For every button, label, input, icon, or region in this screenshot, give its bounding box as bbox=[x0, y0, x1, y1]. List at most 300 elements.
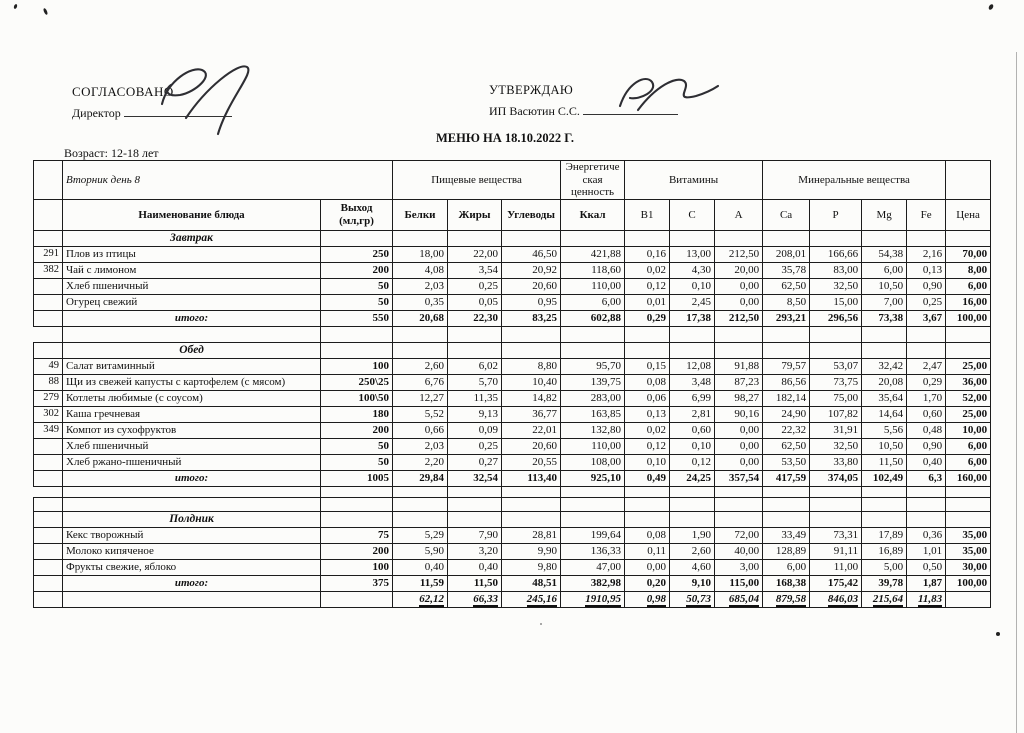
value-cell: 296,56 bbox=[810, 311, 862, 327]
scan-speck bbox=[988, 3, 994, 10]
value-cell: 47,00 bbox=[561, 560, 625, 576]
empty-cell bbox=[946, 161, 991, 200]
value-cell: 7,00 bbox=[862, 295, 907, 311]
dish-name-cell: Котлеты любимые (с соусом) bbox=[63, 391, 321, 407]
col-p: P bbox=[810, 200, 862, 231]
menu-title: МЕНЮ НА 18.10.2022 Г. bbox=[436, 131, 574, 145]
value-cell: 20,68 bbox=[393, 311, 448, 327]
value-cell: 110,00 bbox=[561, 279, 625, 295]
empty-cell bbox=[946, 231, 991, 247]
empty-cell bbox=[625, 327, 670, 343]
value-cell: 62,50 bbox=[763, 279, 810, 295]
value-cell: 0,15 bbox=[625, 359, 670, 375]
value-cell: 0,20 bbox=[625, 576, 670, 592]
dish-name-cell: Компот из сухофруктов bbox=[63, 423, 321, 439]
value-cell: 0,02 bbox=[625, 423, 670, 439]
value-cell: 0,11 bbox=[625, 544, 670, 560]
empty-cell bbox=[502, 327, 561, 343]
value-cell: 33,80 bbox=[810, 455, 862, 471]
value-cell: 160,00 bbox=[946, 471, 991, 487]
section-total-row bbox=[34, 576, 991, 592]
row-number-cell bbox=[34, 455, 63, 471]
value-cell: 136,33 bbox=[561, 544, 625, 560]
value-cell: 0,06 bbox=[625, 391, 670, 407]
value-cell: 382,98 bbox=[561, 576, 625, 592]
empty-cell bbox=[810, 327, 862, 343]
value-cell: 100 bbox=[321, 359, 393, 375]
empty-cell bbox=[393, 512, 448, 528]
value-cell: 98,27 bbox=[715, 391, 763, 407]
empty-cell bbox=[862, 487, 907, 498]
value-cell: 0,60 bbox=[907, 407, 946, 423]
value-cell: 0,09 bbox=[448, 423, 502, 439]
row-number-cell bbox=[34, 231, 63, 247]
empty-cell bbox=[810, 498, 862, 512]
value-cell: 40,00 bbox=[715, 544, 763, 560]
value-cell: 0,40 bbox=[448, 560, 502, 576]
value-cell: 20,55 bbox=[502, 455, 561, 471]
value-cell: 100,00 bbox=[946, 576, 991, 592]
empty-cell bbox=[862, 498, 907, 512]
col-fat: Жиры bbox=[448, 200, 502, 231]
dish-row bbox=[34, 560, 991, 576]
empty-cell bbox=[946, 343, 991, 359]
dish-row bbox=[34, 423, 991, 439]
value-cell: 168,38 bbox=[763, 576, 810, 592]
value-cell: 25,00 bbox=[946, 359, 991, 375]
value-cell: 128,89 bbox=[763, 544, 810, 560]
dish-row bbox=[34, 439, 991, 455]
director-signature bbox=[152, 60, 282, 143]
empty-cell bbox=[502, 343, 561, 359]
scan-edge-line bbox=[1016, 52, 1017, 733]
value-cell: 132,80 bbox=[561, 423, 625, 439]
col-mg: Mg bbox=[862, 200, 907, 231]
value-cell: 79,57 bbox=[763, 359, 810, 375]
value-cell: 6,00 bbox=[946, 439, 991, 455]
value-cell: 2,45 bbox=[670, 295, 715, 311]
col-dish: Наименование блюда bbox=[63, 200, 321, 231]
value-cell: 0,90 bbox=[907, 439, 946, 455]
value-cell: 6,76 bbox=[393, 375, 448, 391]
value-cell: 0,16 bbox=[625, 247, 670, 263]
value-cell: 0,25 bbox=[448, 439, 502, 455]
empty-cell bbox=[625, 231, 670, 247]
value-cell: 0,35 bbox=[393, 295, 448, 311]
value-cell: 20,08 bbox=[862, 375, 907, 391]
dish-row bbox=[34, 528, 991, 544]
value-cell: 0,10 bbox=[670, 439, 715, 455]
empty-cell bbox=[907, 487, 946, 498]
value-cell: 22,32 bbox=[763, 423, 810, 439]
dish-row bbox=[34, 455, 991, 471]
total-label: итого: bbox=[63, 576, 321, 592]
column-header-row bbox=[34, 200, 991, 231]
dish-name-cell: Хлеб пшеничный bbox=[63, 279, 321, 295]
value-cell: 0,66 bbox=[393, 423, 448, 439]
value-cell: 0,27 bbox=[448, 455, 502, 471]
value-cell: 11,59 bbox=[393, 576, 448, 592]
empty-cell bbox=[763, 487, 810, 498]
value-cell: 54,38 bbox=[862, 247, 907, 263]
value-cell: 8,80 bbox=[502, 359, 561, 375]
empty-cell bbox=[810, 487, 862, 498]
value-cell: 100,00 bbox=[946, 311, 991, 327]
empty-cell bbox=[715, 512, 763, 528]
value-cell: 166,66 bbox=[810, 247, 862, 263]
empty-cell bbox=[448, 231, 502, 247]
dish-name-cell: Щи из свежей капусты с картофелем (с мясом) bbox=[63, 375, 321, 391]
value-cell: 0,90 bbox=[907, 279, 946, 295]
scan-speck bbox=[43, 8, 49, 16]
empty-cell bbox=[946, 487, 991, 498]
value-cell: 90,16 bbox=[715, 407, 763, 423]
value-cell: 11,50 bbox=[448, 576, 502, 592]
empty-cell bbox=[321, 512, 393, 528]
empty-cell bbox=[63, 498, 321, 512]
group-header-row bbox=[34, 161, 991, 200]
value-cell: 421,88 bbox=[561, 247, 625, 263]
value-cell: 73,31 bbox=[810, 528, 862, 544]
section-total-row bbox=[34, 311, 991, 327]
section-name: Полдник bbox=[63, 512, 321, 528]
value-cell: 22,30 bbox=[448, 311, 502, 327]
menu-table-body bbox=[34, 161, 991, 608]
group-nutrients: Пищевые вещества bbox=[393, 161, 561, 200]
value-cell: 10,40 bbox=[502, 375, 561, 391]
empty-cell bbox=[625, 498, 670, 512]
value-cell: 2,60 bbox=[393, 359, 448, 375]
empty-cell bbox=[862, 231, 907, 247]
row-number-cell bbox=[34, 512, 63, 528]
value-cell: 35,00 bbox=[946, 528, 991, 544]
value-cell: 208,01 bbox=[763, 247, 810, 263]
value-cell: 50 bbox=[321, 295, 393, 311]
empty-cell bbox=[907, 498, 946, 512]
value-cell: 5,00 bbox=[862, 560, 907, 576]
value-cell: 2,03 bbox=[393, 439, 448, 455]
value-cell: 22,00 bbox=[448, 247, 502, 263]
value-cell: 0,00 bbox=[715, 295, 763, 311]
value-cell bbox=[321, 592, 393, 608]
value-cell: 72,00 bbox=[715, 528, 763, 544]
empty-cell bbox=[34, 200, 63, 231]
value-cell: 879,58 bbox=[763, 592, 810, 608]
value-cell: 32,54 bbox=[448, 471, 502, 487]
value-cell: 4,30 bbox=[670, 263, 715, 279]
value-cell: 10,50 bbox=[862, 279, 907, 295]
value-cell: 5,52 bbox=[393, 407, 448, 423]
value-cell: 0,12 bbox=[625, 279, 670, 295]
value-cell: 113,40 bbox=[502, 471, 561, 487]
group-vitamins: Витамины bbox=[625, 161, 763, 200]
value-cell: 70,00 bbox=[946, 247, 991, 263]
value-cell: 3,00 bbox=[715, 560, 763, 576]
empty-cell bbox=[715, 327, 763, 343]
empty-cell bbox=[561, 327, 625, 343]
empty-cell bbox=[625, 512, 670, 528]
value-cell: 8,00 bbox=[946, 263, 991, 279]
value-cell: 245,16 bbox=[502, 592, 561, 608]
row-number-cell bbox=[34, 439, 63, 455]
value-cell: 9,90 bbox=[502, 544, 561, 560]
value-cell: 0,49 bbox=[625, 471, 670, 487]
spacer-row bbox=[34, 327, 991, 343]
value-cell: 53,07 bbox=[810, 359, 862, 375]
row-number-cell bbox=[34, 544, 63, 560]
empty-cell bbox=[670, 231, 715, 247]
empty-cell bbox=[63, 487, 321, 498]
value-cell: 50 bbox=[321, 439, 393, 455]
value-cell: 0,10 bbox=[670, 279, 715, 295]
row-number-cell: 279 bbox=[34, 391, 63, 407]
col-c: C bbox=[670, 200, 715, 231]
empty-cell bbox=[715, 343, 763, 359]
empty-cell bbox=[448, 327, 502, 343]
empty-cell bbox=[393, 498, 448, 512]
value-cell: 4,60 bbox=[670, 560, 715, 576]
value-cell: 108,00 bbox=[561, 455, 625, 471]
empty-cell bbox=[907, 343, 946, 359]
value-cell: 0,02 bbox=[625, 263, 670, 279]
empty-cell bbox=[561, 512, 625, 528]
dish-name-cell: Кекс творожный bbox=[63, 528, 321, 544]
value-cell: 62,12 bbox=[393, 592, 448, 608]
value-cell: 6,02 bbox=[448, 359, 502, 375]
value-cell: 199,64 bbox=[561, 528, 625, 544]
row-number-cell bbox=[34, 295, 63, 311]
value-cell: 75 bbox=[321, 528, 393, 544]
value-cell: 182,14 bbox=[763, 391, 810, 407]
approved-left-role: Директор bbox=[72, 106, 121, 120]
value-cell: 32,42 bbox=[862, 359, 907, 375]
value-cell: 35,78 bbox=[763, 263, 810, 279]
empty-cell bbox=[321, 231, 393, 247]
value-cell: 10,00 bbox=[946, 423, 991, 439]
value-cell: 29,84 bbox=[393, 471, 448, 487]
empty-cell bbox=[810, 231, 862, 247]
value-cell: 75,00 bbox=[810, 391, 862, 407]
value-cell: 2,20 bbox=[393, 455, 448, 471]
dish-name-cell: Чай с лимоном bbox=[63, 263, 321, 279]
value-cell: 91,11 bbox=[810, 544, 862, 560]
value-cell: 5,56 bbox=[862, 423, 907, 439]
empty-cell bbox=[670, 498, 715, 512]
value-cell bbox=[946, 592, 991, 608]
empty-cell bbox=[810, 343, 862, 359]
value-cell: 52,00 bbox=[946, 391, 991, 407]
empty-cell bbox=[393, 231, 448, 247]
value-cell: 73,38 bbox=[862, 311, 907, 327]
value-cell: 25,00 bbox=[946, 407, 991, 423]
value-cell: 17,89 bbox=[862, 528, 907, 544]
approved-left-title: СОГЛАСОВАНО bbox=[72, 84, 174, 99]
dish-row bbox=[34, 263, 991, 279]
value-cell: 3,54 bbox=[448, 263, 502, 279]
empty-cell bbox=[448, 343, 502, 359]
value-cell: 22,01 bbox=[502, 423, 561, 439]
value-cell: 4,08 bbox=[393, 263, 448, 279]
value-cell: 14,64 bbox=[862, 407, 907, 423]
value-cell: 0,25 bbox=[448, 279, 502, 295]
value-cell: 73,75 bbox=[810, 375, 862, 391]
row-number-cell: 349 bbox=[34, 423, 63, 439]
owner-signature bbox=[612, 72, 722, 132]
value-cell: 6,00 bbox=[561, 295, 625, 311]
value-cell: 0,60 bbox=[670, 423, 715, 439]
empty-cell bbox=[34, 327, 63, 343]
value-cell: 685,04 bbox=[715, 592, 763, 608]
value-cell: 0,13 bbox=[907, 263, 946, 279]
value-cell: 17,38 bbox=[670, 311, 715, 327]
value-cell: 0,01 bbox=[625, 295, 670, 311]
value-cell: 139,75 bbox=[561, 375, 625, 391]
empty-cell bbox=[763, 327, 810, 343]
grand-total-row bbox=[34, 592, 991, 608]
value-cell: 2,03 bbox=[393, 279, 448, 295]
dish-row bbox=[34, 407, 991, 423]
dish-name-cell: Хлеб ржано-пшеничный bbox=[63, 455, 321, 471]
value-cell: 62,50 bbox=[763, 439, 810, 455]
value-cell: 39,78 bbox=[862, 576, 907, 592]
value-cell: 46,50 bbox=[502, 247, 561, 263]
value-cell: 18,00 bbox=[393, 247, 448, 263]
value-cell: 0,00 bbox=[715, 423, 763, 439]
menu-table bbox=[33, 160, 991, 608]
empty-cell bbox=[561, 487, 625, 498]
value-cell: 87,23 bbox=[715, 375, 763, 391]
section-header-row bbox=[34, 512, 991, 528]
value-cell: 91,88 bbox=[715, 359, 763, 375]
scan-speck bbox=[996, 632, 1000, 636]
empty-cell bbox=[561, 343, 625, 359]
value-cell: 2,16 bbox=[907, 247, 946, 263]
value-cell: 48,51 bbox=[502, 576, 561, 592]
row-number-cell bbox=[34, 560, 63, 576]
dish-name-cell: Салат витаминный bbox=[63, 359, 321, 375]
value-cell: 212,50 bbox=[715, 311, 763, 327]
value-cell: 0,95 bbox=[502, 295, 561, 311]
value-cell: 24,25 bbox=[670, 471, 715, 487]
row-number-cell: 291 bbox=[34, 247, 63, 263]
dish-row bbox=[34, 544, 991, 560]
empty-cell bbox=[34, 487, 63, 498]
dish-row bbox=[34, 359, 991, 375]
empty-cell bbox=[502, 498, 561, 512]
value-cell: 83,00 bbox=[810, 263, 862, 279]
value-cell: 53,50 bbox=[763, 455, 810, 471]
spacer-row bbox=[34, 487, 991, 498]
value-cell: 5,70 bbox=[448, 375, 502, 391]
value-cell: 14,82 bbox=[502, 391, 561, 407]
value-cell: 200 bbox=[321, 263, 393, 279]
value-cell: 102,49 bbox=[862, 471, 907, 487]
value-cell: 36,77 bbox=[502, 407, 561, 423]
empty-cell bbox=[321, 343, 393, 359]
col-output: Выход (мл,гр) bbox=[321, 200, 393, 231]
value-cell: 1,90 bbox=[670, 528, 715, 544]
empty-cell bbox=[715, 231, 763, 247]
value-cell: 7,90 bbox=[448, 528, 502, 544]
value-cell: 32,50 bbox=[810, 279, 862, 295]
empty-cell bbox=[625, 343, 670, 359]
section-name: Завтрак bbox=[63, 231, 321, 247]
scan-speck bbox=[13, 4, 18, 10]
value-cell: 33,49 bbox=[763, 528, 810, 544]
value-cell: 9,80 bbox=[502, 560, 561, 576]
value-cell: 215,64 bbox=[862, 592, 907, 608]
empty-cell bbox=[670, 512, 715, 528]
empty-cell bbox=[63, 592, 321, 608]
col-carbs: Углеводы bbox=[502, 200, 561, 231]
empty-cell bbox=[862, 327, 907, 343]
scan-speck bbox=[540, 623, 542, 625]
row-number-cell: 382 bbox=[34, 263, 63, 279]
dish-name-cell: Молоко кипяченое bbox=[63, 544, 321, 560]
value-cell: 3,48 bbox=[670, 375, 715, 391]
empty-cell bbox=[561, 231, 625, 247]
value-cell: 0,40 bbox=[907, 455, 946, 471]
row-number-cell: 302 bbox=[34, 407, 63, 423]
value-cell: 0,29 bbox=[907, 375, 946, 391]
empty-cell bbox=[670, 327, 715, 343]
value-cell: 9,10 bbox=[670, 576, 715, 592]
value-cell: 16,89 bbox=[862, 544, 907, 560]
empty-cell bbox=[321, 327, 393, 343]
value-cell: 283,00 bbox=[561, 391, 625, 407]
value-cell: 5,29 bbox=[393, 528, 448, 544]
value-cell: 0,08 bbox=[625, 375, 670, 391]
value-cell: 1910,95 bbox=[561, 592, 625, 608]
value-cell: 0,00 bbox=[715, 279, 763, 295]
col-fe: Fe bbox=[907, 200, 946, 231]
empty-cell bbox=[321, 487, 393, 498]
row-number-cell: 88 bbox=[34, 375, 63, 391]
value-cell: 357,54 bbox=[715, 471, 763, 487]
value-cell: 0,05 bbox=[448, 295, 502, 311]
value-cell: 31,91 bbox=[810, 423, 862, 439]
value-cell: 30,00 bbox=[946, 560, 991, 576]
value-cell: 11,35 bbox=[448, 391, 502, 407]
value-cell: 200 bbox=[321, 544, 393, 560]
empty-cell bbox=[763, 512, 810, 528]
dish-name-cell: Плов из птицы bbox=[63, 247, 321, 263]
dish-name-cell: Хлеб пшеничный bbox=[63, 439, 321, 455]
empty-cell bbox=[907, 231, 946, 247]
value-cell: 6,00 bbox=[862, 263, 907, 279]
row-number-cell bbox=[34, 279, 63, 295]
value-cell: 35,64 bbox=[862, 391, 907, 407]
dish-name-cell: Фрукты свежие, яблоко bbox=[63, 560, 321, 576]
value-cell: 50 bbox=[321, 455, 393, 471]
empty-cell bbox=[715, 487, 763, 498]
value-cell: 250 bbox=[321, 247, 393, 263]
group-energy: Энергетическая ценность bbox=[561, 161, 625, 200]
value-cell: 6,00 bbox=[763, 560, 810, 576]
value-cell: 0,98 bbox=[625, 592, 670, 608]
value-cell: 20,92 bbox=[502, 263, 561, 279]
value-cell: 118,60 bbox=[561, 263, 625, 279]
spacer-row bbox=[34, 498, 991, 512]
empty-cell bbox=[946, 327, 991, 343]
empty-cell bbox=[670, 487, 715, 498]
value-cell: 10,50 bbox=[862, 439, 907, 455]
empty-cell bbox=[625, 487, 670, 498]
empty-cell bbox=[502, 231, 561, 247]
value-cell: 250\25 bbox=[321, 375, 393, 391]
col-protein: Белки bbox=[393, 200, 448, 231]
value-cell: 6,99 bbox=[670, 391, 715, 407]
